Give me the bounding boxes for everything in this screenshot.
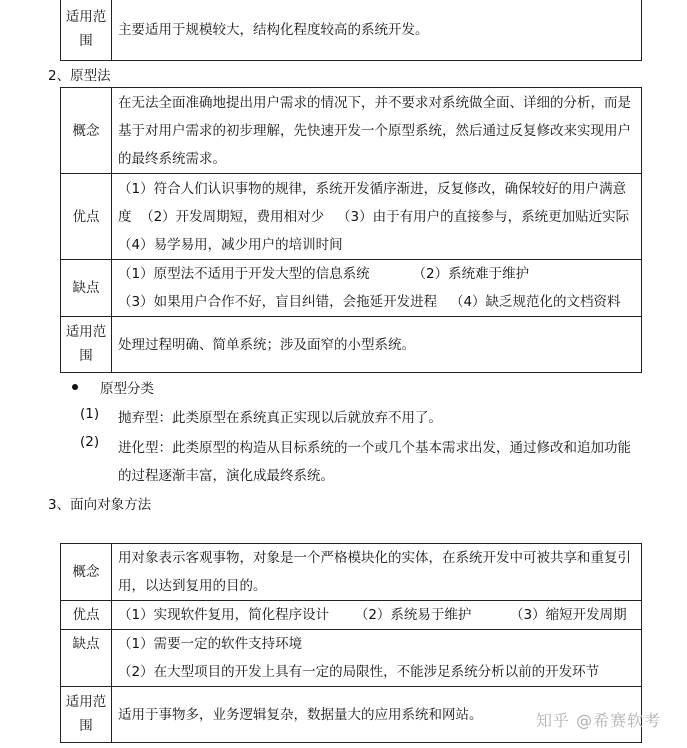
table-row [61, 88, 642, 174]
cons-label-cell [61, 630, 112, 687]
scope-label-cell [61, 317, 112, 373]
concept-text: 在无法全面准确地提出用户需求的情况下，并不要求对系统做全面、详细的分析，而是基于对用户需求的初步理解，先快速开发一个原型系统，然后通过反复修改来实现用户的最终系统需求。 [118, 94, 631, 167]
scope-label: 适用范围 [65, 693, 107, 734]
scope-label-cell [61, 0, 112, 61]
concept-label: 概念 [72, 564, 100, 580]
cons-line-1: （1）需要一定的软件支持环境 [118, 636, 303, 652]
cons-label: 缺点 [72, 280, 100, 296]
concept-label-cell [61, 88, 112, 174]
scope-label-cell [61, 687, 112, 743]
scope-text: 主要适用于规模较大，结构化程度较高的系统开发。 [118, 21, 429, 38]
table-row [61, 630, 642, 687]
table-prototype-method [60, 87, 647, 373]
scope-label: 适用范围 [65, 8, 107, 49]
classification-item-1-text: 抛弃型：此类原型在系统真正实现以后就放弃不用了。 [118, 410, 442, 426]
cons-text-cell [112, 630, 642, 687]
concept-label-cell [61, 544, 112, 601]
table-row [61, 544, 642, 601]
classification-title: 原型分类 [100, 381, 154, 397]
cons-text-cell [112, 260, 642, 317]
pros-label: 优点 [72, 607, 100, 623]
table-row [61, 0, 642, 61]
concept-text: 用对象表示客观事物，对象是一个严格模块化的实体，在系统开发中可被共享和重复引用，以达到复用的目的。 [118, 550, 631, 594]
zhihu-watermark: 知乎 @希赛软考 [536, 711, 662, 730]
pros-text: （1）符合人们认识事物的规律，系统开发循序渐进，反复修改，确保较好的用户满意度 （2）开发周期短，费用相对少 （3）由于有用户的直接参与，系统更加贴近实际 （4）易学易用，减少用户的培训时间 [118, 180, 647, 253]
table-structured-scope [60, 0, 642, 61]
cons-label: 缺点 [72, 636, 100, 652]
concept-text-cell [112, 544, 642, 601]
table-row [61, 601, 642, 630]
pros-text: （1）实现软件复用，简化程序设计 （2）系统易于维护 （3）缩短开发周期 [118, 607, 627, 623]
table-row [61, 317, 642, 373]
cons-line-1: （1）原型法不适用于开发大型的信息系统 （2）系统难于维护 [118, 266, 530, 282]
scope-text-cell [112, 317, 642, 373]
section-3-heading: 3、面向对象方法 [48, 497, 152, 513]
concept-label: 概念 [72, 122, 100, 139]
scope-text: 适用于事物多，业务逻辑复杂，数据量大的应用系统和网站。 [118, 706, 483, 723]
concept-text-cell [112, 88, 642, 174]
cons-label-cell [61, 260, 112, 317]
classification-item-2-text: 进化型：此类原型的构造从目标系统的一个或几个基本需求出发，通过修改和追加功能的过程逐渐丰富，演化成最终系统。 [118, 440, 631, 484]
pros-label-cell [61, 601, 112, 630]
classification-item-2-num: (2) [80, 434, 100, 450]
cons-line-2: （3）如果用户合作不好，盲目纠错，会拖延开发进程 （4）缺乏规范化的文档资料 [118, 294, 621, 310]
bullet-icon [72, 384, 78, 390]
pros-text-cell [112, 174, 647, 260]
scope-text: 处理过程明确、简单系统；涉及面窄的小型系统。 [118, 336, 415, 353]
scope-label: 适用范围 [65, 323, 107, 364]
cons-line-2: （2）在大型项目的开发上具有一定的局限性，不能涉足系统分析以前的开发环节 [118, 664, 600, 680]
pros-label: 优点 [72, 208, 100, 225]
table-row [61, 174, 642, 260]
classification-item-1-num: (1) [80, 406, 100, 422]
pros-text-cell [112, 601, 642, 630]
scope-text-cell [112, 0, 642, 61]
pros-label-cell [61, 174, 112, 260]
table-row [61, 260, 642, 317]
section-2-heading: 2、原型法 [48, 68, 111, 84]
